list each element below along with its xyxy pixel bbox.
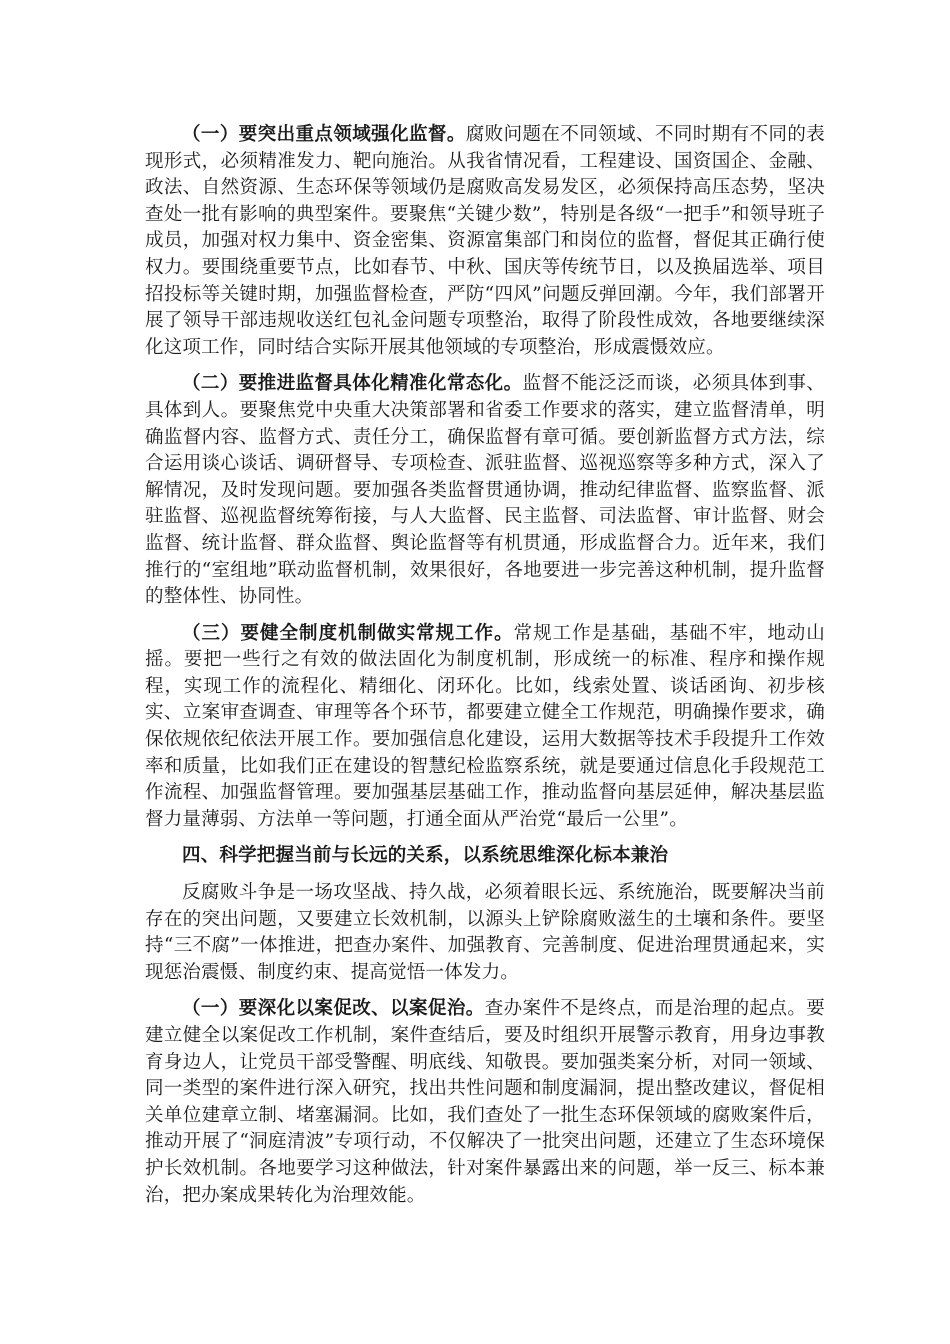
section-heading: 四、科学把握当前与长远的关系，以系统思维深化标本兼治 — [182, 845, 669, 867]
paragraph-institutional-mechanisms — [145, 621, 825, 834]
paragraph-supervision-precision — [145, 371, 825, 610]
paragraph-lead: （一）要深化以案促改、以案促治。 — [182, 998, 485, 1020]
paragraph-key-areas — [145, 122, 825, 361]
paragraph-body: 腐败问题在不同领域、不同时期有不同的表现形式，必须精准发力、靶向施治。从我省情况看，工程建设、国资国企、金融、政法、自然资源、生态环保等领域仍是腐败高发易发区，必须保持高压态势，坚决查处一批有影响的典型案件。要聚焦“关键少数”，特别是各级“一把手”和领导班子成员，加强对权力集中、资金密集、资源富集部门和岗位的监督，督促其正确行使权力。要围绕重要节点，比如春节、中秋、国庆等传统节日，以及换届选举、项目招投标等关键时期，加强监督检查，严防“四风”问题反弹回潮。今年，我们部署开展了领导干部违规收送红包礼金问题专项整治，取得了阶段性成效，各地要继续深化这项工作，同时结合实际开展其他领域的专项整治，形成震慑效应。 — [145, 124, 825, 358]
document-page — [145, 122, 825, 1219]
paragraph-body: 监督不能泛泛而谈，必须具体到事、具体到人。要聚焦党中央重大决策部署和省委工作要求的落实，建立监督清单，明确监督内容、监督方式、责任分工，确保监督有章可循。要创新监督方式方法，综合运用谈心谈话、调研督导、专项检查、派驻监督、巡视巡察等多种方式，深入了解情况，及时发现问题。要加强各类监督贯通协调，推动纪律监督、监察监督、派驻监督、巡视监督统筹衔接，与人大监督、民主监督、司法监督、审计监督、财会监督、统计监督、群众监督、舆论监督等有机贯通，形成监督合力。近年来，我们推行的“室组地”联动监督机制，效果很好，各地要进一步完善这种机制，提升监督的整体性、协同性。 — [145, 373, 825, 608]
paragraph-lead: （二）要推进监督具体化精准化常态化。 — [182, 373, 523, 395]
paragraph-lead: （三）要健全制度机制做实常规工作。 — [182, 622, 514, 644]
paragraph-lead: （一）要突出重点领域强化监督。 — [182, 124, 466, 145]
paragraph-case-reform — [145, 996, 825, 1209]
paragraph-body: 常规工作是基础，基础不牢，地动山摇。要把一些行之有效的做法固化为制度机制，形成统一的标准、程序和操作规程，实现工作的流程化、精细化、闭环化。比如，线索处置、谈话函询、初步核实、立案审查调查、审理等各个环节，都要建立健全工作规范，明确操作要求，确保依规依纪依法开展工作。要加强信息化建设，运用大数据等技术手段提升工作效率和质量，比如我们正在建设的智慧纪检监察系统，就是要通过信息化手段规范工作流程、加强监督管理。要加强基层基础工作，推动监督向基层延伸，解决基层监督力量薄弱、方法单一等问题，打通全面从严治党“最后一公里”。 — [145, 622, 825, 830]
section-intro: 反腐败斗争是一场攻坚战、持久战，必须着眼长远、系统施治，既要解决当前存在的突出问题，又要建立长效机制，以源头上铲除腐败滋生的土壤和条件。要坚持“三不腐”一体推进，把查办案件、加强教育、完善制度、促进治理贯通起来，实现惩治震慑、制度约束、提高觉悟一体发力。 — [145, 882, 825, 983]
paragraph-body: 查办案件不是终点，而是治理的起点。要建立健全以案促改工作机制，案件查结后，要及时组织开展警示教育，用身边事教育身边人，让党员干部受警醒、明底线、知敬畏。要加强类案分析，对同一领域、同一类型的案件进行深入研究，找出共性问题和制度漏洞，提出整改建议，督促相关单位建章立制、堵塞漏洞。比如，我们查处了一批生态环保领域的腐败案件后，推动开展了“洞庭清波”专项行动，不仅解决了一批突出问题，还建立了生态环境保护长效机制。各地要学习这种做法，针对案件暴露出来的问题，举一反三、标本兼治，把办案成果转化为治理效能。 — [145, 998, 825, 1206]
